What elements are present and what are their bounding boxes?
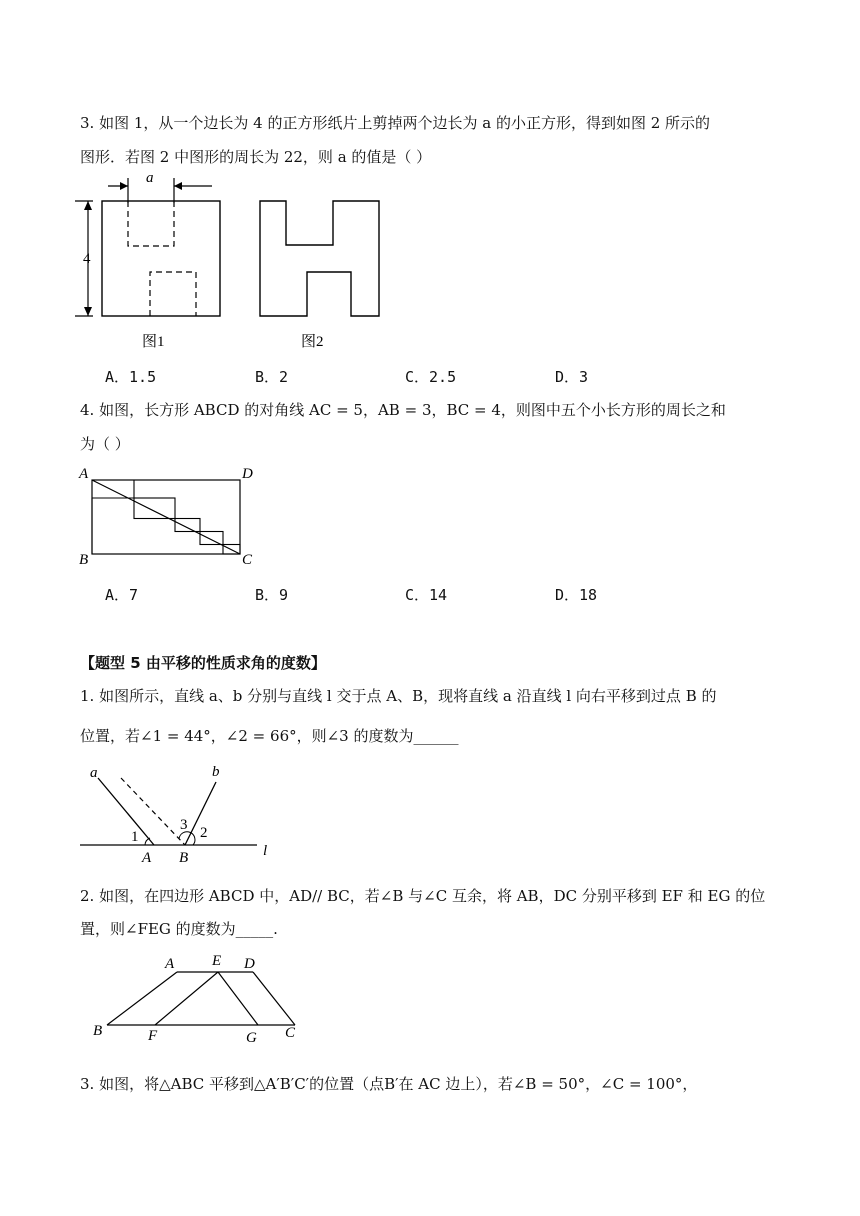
q4-option-d[interactable]: D．18	[555, 586, 598, 604]
q4-text-line2: 为（ ）	[80, 435, 130, 453]
q4-option-b[interactable]: B．9	[255, 586, 289, 604]
point-a-label: A	[79, 466, 89, 482]
point-f-label: F	[148, 1028, 158, 1044]
p2-text-line2: 置，则∠FEG 的度数为_____.	[80, 920, 278, 938]
angle-3-label: 3	[180, 817, 188, 833]
q3-option-a[interactable]: A．1.5	[105, 368, 157, 386]
p2-text-line1: 2. 如图，在四边形 ABCD 中，AD// BC，若∠B 与∠C 互余，将 AB，DC 分别平移到 EF 和 EG 的位	[80, 887, 766, 905]
q4-figure	[75, 460, 265, 572]
point-b-label: B	[79, 552, 89, 568]
q3-figure-2	[255, 195, 385, 360]
point-b-label: B	[179, 850, 189, 866]
figure-2-caption: 图2	[301, 334, 324, 350]
q4-text-line1: 4. 如图，长方形 ABCD 的对角线 AC = 5，AB = 3，BC = 4，则图中五个小长方形的周长之和	[80, 401, 726, 419]
p1-text-line1: 1. 如图所示，直线 a、b 分别与直线 l 交于点 A、B，现将直线 a 沿直线 l 向右平移到过点 B 的	[80, 687, 717, 705]
point-d-label: D	[244, 956, 255, 972]
point-a-label: A	[142, 850, 152, 866]
label-4: 4	[83, 251, 91, 267]
q3-text-line1: 3. 如图 1，从一个边长为 4 的正方形纸片上剪掉两个边长为 a 的小正方形，得到如图 2 所示的	[80, 114, 711, 132]
p2-figure	[85, 950, 310, 1045]
line-l-label: l	[263, 843, 268, 859]
point-g-label: G	[246, 1030, 257, 1046]
q3-option-d[interactable]: D．3	[555, 368, 589, 386]
line-b-label: b	[212, 764, 220, 780]
q3-option-b[interactable]: B．2	[255, 368, 289, 386]
angle-1-label: 1	[131, 829, 139, 845]
angle-2-label: 2	[200, 825, 208, 841]
q3-text-line2: 图形．若图 2 中图形的周长为 22，则 a 的值是（ ）	[80, 148, 432, 166]
section-heading: 【题型 5 由平移的性质求角的度数】	[80, 654, 326, 672]
q3-options	[105, 366, 588, 387]
point-c-label: C	[242, 552, 253, 568]
label-a: a	[146, 170, 154, 186]
p1-figure	[75, 760, 285, 866]
point-d-label: D	[242, 466, 253, 482]
p1-text-line2: 位置，若∠1 = 44°，∠2 = 66°，则∠3 的度数为______	[80, 727, 459, 745]
figure-1-caption: 图1	[142, 334, 165, 350]
p3-text-line1: 3. 如图，将△ABC 平移到△A′B′C′的位置（点B′在 AC 边上），若∠B = 50°，∠C = 100°，	[80, 1075, 698, 1093]
line-a-label: a	[90, 765, 98, 781]
point-e-label: E	[212, 953, 222, 969]
point-a-label: A	[165, 956, 175, 972]
point-c-label: C	[285, 1025, 296, 1041]
point-b-label: B	[93, 1023, 103, 1039]
q3-option-c[interactable]: C．2.5	[405, 368, 457, 386]
q3-figure-1	[70, 170, 240, 360]
q4-options	[105, 584, 597, 605]
q4-option-c[interactable]: C．14	[405, 586, 448, 604]
q4-option-a[interactable]: A．7	[105, 586, 139, 604]
